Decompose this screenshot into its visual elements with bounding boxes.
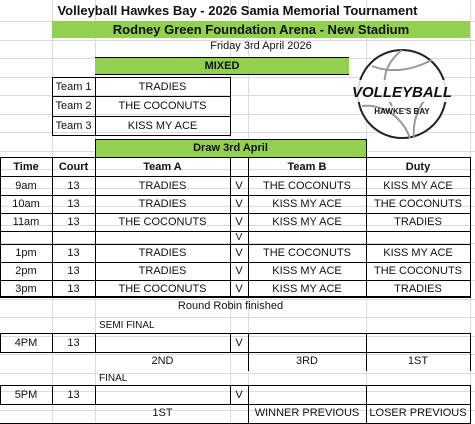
row-duty: TRADIES	[394, 216, 442, 228]
row-duty: THE COCONUTS	[374, 198, 462, 210]
row-vs: V	[235, 198, 243, 210]
row-team-b: KISS MY ACE	[272, 265, 342, 277]
row-team-a: THE COCONUTS	[118, 216, 207, 228]
col-team-b: Team B	[287, 161, 327, 173]
logo-text-main: VOLLEYBALL	[352, 84, 452, 101]
page-title: Volleyball Hawkes Bay - 2026 Samia Memorial Tournament	[57, 3, 418, 18]
row-court: 13	[67, 216, 80, 228]
col-court: Court	[58, 161, 89, 173]
team-label: Team 2	[55, 100, 92, 112]
team-name: TRADIES	[138, 81, 187, 93]
semi-court: 13	[67, 337, 80, 349]
semi-duty: 1ST	[407, 355, 429, 367]
row-vs: V	[235, 216, 243, 228]
final-team-a-seed: 1ST	[152, 407, 173, 419]
row-team-a: TRADIES	[138, 247, 187, 259]
round-robin-note: Round Robin finished	[177, 300, 284, 312]
row-vs: V	[235, 247, 243, 259]
volleyball-logo	[352, 46, 452, 146]
team-name: KISS MY ACE	[127, 119, 198, 132]
row-court: 13	[67, 198, 80, 210]
final-vs: V	[235, 389, 243, 401]
row-time: 2pm	[15, 265, 37, 277]
row-court: 13	[67, 282, 80, 295]
row-time: 3pm	[15, 282, 37, 295]
row-time: 9am	[15, 180, 37, 192]
logo-text-sub: HAWKE'S BAY	[374, 107, 430, 116]
row-duty: THE COCONUTS	[374, 265, 462, 277]
row-duty	[366, 231, 470, 244]
row-vs: V	[235, 180, 243, 192]
final-time: 5PM	[14, 389, 38, 401]
row-vs: V	[235, 265, 243, 277]
row-team-a	[95, 231, 230, 244]
row-duty: KISS MY ACE	[383, 180, 453, 192]
row-team-a: TRADIES	[138, 198, 187, 210]
row-court: 13	[67, 265, 80, 277]
row-time	[0, 231, 52, 244]
semi-vs: V	[235, 337, 243, 349]
row-court	[52, 231, 95, 244]
venue-banner: Rodney Green Foundation Arena - New Stadium	[52, 21, 470, 38]
row-team-b: THE COCONUTS	[263, 247, 351, 259]
final-duty: LOSER PREVIOUS	[369, 407, 467, 419]
semi-team-b-seed: 3RD	[295, 355, 318, 367]
col-time: Time	[13, 161, 39, 173]
team-name: THE COCONUTS	[118, 100, 207, 112]
row-time: 11am	[12, 216, 40, 228]
row-team-a: TRADIES	[138, 180, 187, 192]
row-court: 13	[67, 180, 80, 192]
row-duty: TRADIES	[394, 282, 442, 295]
team-label: Team 1	[55, 81, 92, 93]
row-team-b: KISS MY ACE	[272, 282, 342, 295]
semi-time: 4PM	[14, 337, 38, 349]
row-team-b: KISS MY ACE	[272, 216, 342, 228]
col-duty: Duty	[405, 161, 431, 173]
row-vs: V	[235, 282, 243, 295]
row-court: 13	[67, 247, 80, 259]
row-vs: V	[235, 232, 243, 243]
row-team-a: TRADIES	[138, 265, 187, 277]
final-court: 13	[67, 389, 80, 401]
draw-heading: Draw 3rd April	[95, 139, 366, 157]
row-team-b	[248, 231, 366, 244]
mixed-heading: MIXED	[95, 57, 349, 74]
team-label: Team 3	[55, 119, 92, 132]
row-time: 1pm	[15, 247, 37, 259]
row-team-b: THE COCONUTS	[263, 180, 351, 192]
final-label: FINAL	[99, 372, 128, 384]
row-team-a: THE COCONUTS	[118, 282, 207, 295]
row-duty: KISS MY ACE	[383, 247, 453, 259]
row-time: 10am	[12, 198, 40, 210]
semi-team-a-seed: 2ND	[151, 355, 174, 367]
event-date: Friday 3rd April 2026	[210, 40, 312, 52]
final-team-b-seed: WINNER PREVIOUS	[254, 407, 360, 419]
col-team-a: Team A	[143, 161, 182, 173]
row-team-b: KISS MY ACE	[272, 198, 342, 210]
semi-final-label: SEMI FINAL	[99, 319, 155, 331]
